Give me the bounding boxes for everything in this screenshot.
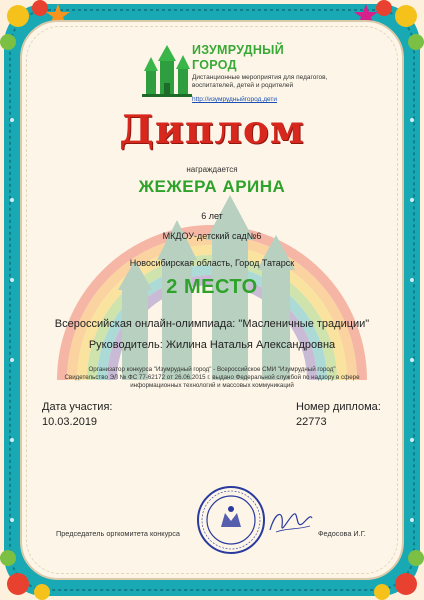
brand-name-line2: ГОРОД	[192, 58, 237, 72]
signature	[266, 506, 316, 538]
place-award: 2 МЕСТО	[166, 276, 258, 298]
website-link[interactable]: http://изумрудныйгород.дети	[192, 96, 278, 103]
date-value: 10.03.2019	[42, 416, 98, 428]
chair-name: Федосова И.Г.	[318, 529, 366, 538]
organizer-line-2: Свидетельство ЭЛ № ФС 77-62172 от 26.06.2015 г. выдано Федеральной службой по надзору в сфере	[64, 374, 360, 381]
organizer-line-1: Организатор конкурса "Изумрудный город" - Всероссийское СМИ "Изумрудный город"	[88, 366, 336, 373]
organizer-info	[60, 366, 364, 390]
institution: МКДОУ-детский сад№6	[162, 231, 262, 241]
date-label: Дата участия:	[42, 401, 113, 413]
awarded-text: награждается	[186, 165, 238, 174]
diploma-number-value: 22773	[296, 416, 327, 428]
brand-tagline: Дистанционные мероприятия для педагогов, воспитателей, детей и родителей	[192, 74, 328, 89]
diploma-title: Диплом	[119, 107, 305, 153]
diploma-number-label: Номер диплома:	[296, 401, 381, 413]
emerald-city-logo	[140, 43, 194, 99]
recipient-age: 6 лет	[201, 211, 223, 221]
organizer-line-3: информационных технологий и массовых коммуникаций	[130, 382, 294, 389]
recipient-name: ЖЕЖЕРА АРИНА	[138, 177, 286, 196]
region: Новосибирская область, Город Татарск	[129, 258, 295, 268]
chair-label: Председатель оргкомитета конкурса	[56, 529, 180, 538]
brand-name-line1: ИЗУМРУДНЫЙ	[192, 43, 284, 57]
official-seal-stamp	[196, 485, 266, 555]
event-name: Всероссийская онлайн-олимпиада: "Масленичные традиции"	[54, 318, 370, 330]
leader-name: Руководитель: Жилина Наталья Александровна	[88, 339, 336, 351]
